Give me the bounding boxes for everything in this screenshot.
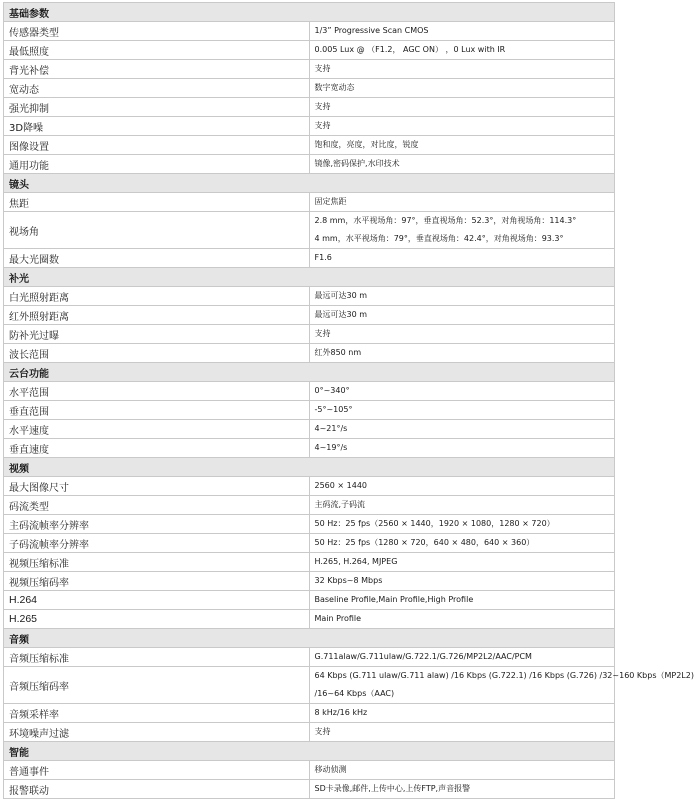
spec-value-line: 固定焦距 [314, 197, 347, 206]
spec-row [4, 79, 615, 98]
spec-row [4, 401, 615, 420]
spec-value-line: -5°~105° [314, 405, 353, 414]
spec-row [4, 515, 615, 534]
spec-row [4, 591, 615, 610]
spec-row [4, 212, 615, 249]
spec-label: 报警联动 [4, 780, 310, 799]
spec-row [4, 420, 615, 439]
spec-row [4, 325, 615, 344]
spec-value [309, 306, 615, 325]
spec-row [4, 249, 615, 268]
section-title: 音频 [4, 629, 615, 648]
spec-value [309, 723, 615, 742]
spec-value-line: 50 Hz：25 fps（1280 × 720，640 × 480，640 × 360） [314, 538, 535, 547]
spec-value-line: 饱和度，亮度，对比度，锐度 [314, 140, 419, 149]
spec-label: 普通事件 [4, 761, 310, 780]
spec-row [4, 344, 615, 363]
spec-row [4, 761, 615, 780]
spec-value [309, 667, 694, 704]
spec-label: 码流类型 [4, 496, 310, 515]
spec-value-line: Baseline Profile,Main Profile,High Profile [314, 595, 474, 604]
spec-label: 视场角 [4, 212, 310, 249]
spec-value-line: 8 kHz/16 kHz [314, 708, 368, 717]
spec-value [309, 212, 615, 249]
spec-row [4, 60, 615, 79]
spec-value-line: 支持 [314, 64, 331, 73]
spec-label: 图像设置 [4, 136, 310, 155]
spec-value-line: /16~64 Kbps（AAC) [314, 689, 395, 698]
section-header [4, 174, 615, 193]
spec-row [4, 667, 615, 704]
spec-value [309, 496, 615, 515]
spec-value-line: 4~21°/s [314, 424, 348, 433]
spec-label: 环境噪声过滤 [4, 723, 310, 742]
spec-table [3, 2, 694, 799]
spec-value-line: 镜像,密码保护,水印技术 [314, 159, 400, 168]
spec-value [309, 420, 615, 439]
spec-value-line: SD卡录像,邮件,上传中心,上传FTP,声音报警 [314, 784, 471, 793]
spec-label: 垂直速度 [4, 439, 310, 458]
spec-label: 白光照射距离 [4, 287, 310, 306]
spec-value [309, 761, 615, 780]
spec-label: 波长范围 [4, 344, 310, 363]
spec-value-line: 主码流,子码流 [314, 500, 366, 509]
spec-value-line: 0°~340° [314, 386, 350, 395]
section-title: 镜头 [4, 174, 615, 193]
spec-value-line: 最远可达30 m [314, 291, 368, 300]
spec-value-line: Main Profile [314, 614, 362, 623]
spec-row [4, 780, 615, 799]
section-header [4, 363, 615, 382]
spec-row [4, 193, 615, 212]
spec-label: 水平范围 [4, 382, 310, 401]
spec-label: H.264 [4, 591, 310, 610]
spec-value [309, 155, 615, 174]
spec-value-line: 32 Kbps~8 Mbps [314, 576, 383, 585]
spec-label: 背光补偿 [4, 60, 310, 79]
spec-body [4, 3, 694, 799]
spec-value [309, 98, 615, 117]
spec-row [4, 534, 615, 553]
spec-value-line: 移动侦测 [314, 765, 347, 774]
spec-row [4, 41, 615, 60]
spec-value [309, 553, 615, 572]
spec-value [309, 287, 615, 306]
spec-value [309, 193, 615, 212]
section-header [4, 742, 615, 761]
spec-label: 子码流帧率分辨率 [4, 534, 310, 553]
spec-label: 焦距 [4, 193, 310, 212]
spec-label: 传感器类型 [4, 22, 310, 41]
spec-row [4, 117, 615, 136]
spec-label: 最大光圈数 [4, 249, 310, 268]
spec-label: 水平速度 [4, 420, 310, 439]
spec-row [4, 22, 615, 41]
spec-label: 音频压缩码率 [4, 667, 310, 704]
spec-label: 红外照射距离 [4, 306, 310, 325]
spec-value-line: 1/3” Progressive Scan CMOS [314, 26, 429, 35]
spec-value [309, 136, 615, 155]
spec-row [4, 306, 615, 325]
section-header [4, 629, 615, 648]
spec-value [309, 382, 615, 401]
spec-label: 3D降噪 [4, 117, 310, 136]
section-header [4, 268, 615, 287]
spec-value [309, 515, 615, 534]
spec-row [4, 723, 615, 742]
spec-value-line: 支持 [314, 329, 331, 338]
spec-value-line: F1.6 [314, 253, 332, 262]
spec-row [4, 648, 615, 667]
spec-label: H.265 [4, 610, 310, 629]
spec-label: 视频压缩标准 [4, 553, 310, 572]
spec-value [309, 344, 615, 363]
spec-value-line: 2560 × 1440 [314, 481, 368, 490]
spec-label: 防补光过曝 [4, 325, 310, 344]
spec-label: 最大图像尺寸 [4, 477, 310, 496]
spec-value-line: 最远可达30 m [314, 310, 368, 319]
spec-value-line: 2.8 mm，水平视场角：97°，垂直视场角：52.3°，对角视场角：114.3° [314, 216, 577, 225]
spec-label: 主码流帧率分辨率 [4, 515, 310, 534]
spec-value [309, 401, 615, 420]
spec-label: 音频压缩标准 [4, 648, 310, 667]
section-header [4, 3, 615, 22]
spec-label: 视频压缩码率 [4, 572, 310, 591]
spec-row [4, 439, 615, 458]
spec-label: 垂直范围 [4, 401, 310, 420]
spec-value [309, 648, 615, 667]
spec-label: 宽动态 [4, 79, 310, 98]
spec-row [4, 136, 615, 155]
spec-value [309, 780, 615, 799]
spec-value [309, 79, 615, 98]
spec-value-line: H.265, H.264, MJPEG [314, 557, 398, 566]
section-header [4, 458, 615, 477]
spec-row [4, 98, 615, 117]
spec-value-line: 数字宽动态 [314, 83, 355, 92]
spec-row [4, 382, 615, 401]
spec-value [309, 704, 615, 723]
spec-value-line: 64 Kbps (G.711 ulaw/G.711 alaw) /16 Kbps (G.722.1) /16 Kbps (G.726) /32~160 Kbps（MP2L2) [314, 671, 694, 680]
spec-label: 通用功能 [4, 155, 310, 174]
spec-value [309, 534, 615, 553]
spec-value [309, 60, 615, 79]
section-title: 智能 [4, 742, 615, 761]
spec-value [309, 477, 615, 496]
spec-value-line: 4~19°/s [314, 443, 348, 452]
spec-row [4, 553, 615, 572]
spec-value [309, 610, 615, 629]
spec-value-line: G.711alaw/G.711ulaw/G.722.1/G.726/MP2L2/AAC/PCM [314, 652, 532, 661]
spec-value [309, 439, 615, 458]
spec-value [309, 572, 615, 591]
section-title: 视频 [4, 458, 615, 477]
spec-value-line: 支持 [314, 121, 331, 130]
spec-value-line: 红外850 nm [314, 348, 362, 357]
spec-value-line: 50 Hz：25 fps（2560 × 1440，1920 × 1080，1280 × 720） [314, 519, 555, 528]
spec-row [4, 496, 615, 515]
section-title: 基础参数 [4, 3, 615, 22]
spec-row [4, 155, 615, 174]
spec-label: 最低照度 [4, 41, 310, 60]
section-title: 云台功能 [4, 363, 615, 382]
section-title: 补光 [4, 268, 615, 287]
spec-label: 强光抑制 [4, 98, 310, 117]
spec-value [309, 117, 615, 136]
spec-value-line: 支持 [314, 102, 331, 111]
spec-row [4, 610, 615, 629]
spec-value [309, 591, 615, 610]
spec-label: 音频采样率 [4, 704, 310, 723]
spec-value-line: 4 mm，水平视场角：79°，垂直视场角：42.4°，对角视场角：93.3° [314, 234, 564, 243]
spec-row [4, 704, 615, 723]
spec-value-line: 支持 [314, 727, 331, 736]
spec-value [309, 22, 615, 41]
spec-row [4, 477, 615, 496]
spec-row [4, 572, 615, 591]
spec-value [309, 249, 615, 268]
spec-value [309, 41, 615, 60]
spec-value [309, 325, 615, 344]
spec-value-line: 0.005 Lux @ （F1.2， AGC ON） ，0 Lux with IR [314, 45, 506, 54]
spec-row [4, 287, 615, 306]
